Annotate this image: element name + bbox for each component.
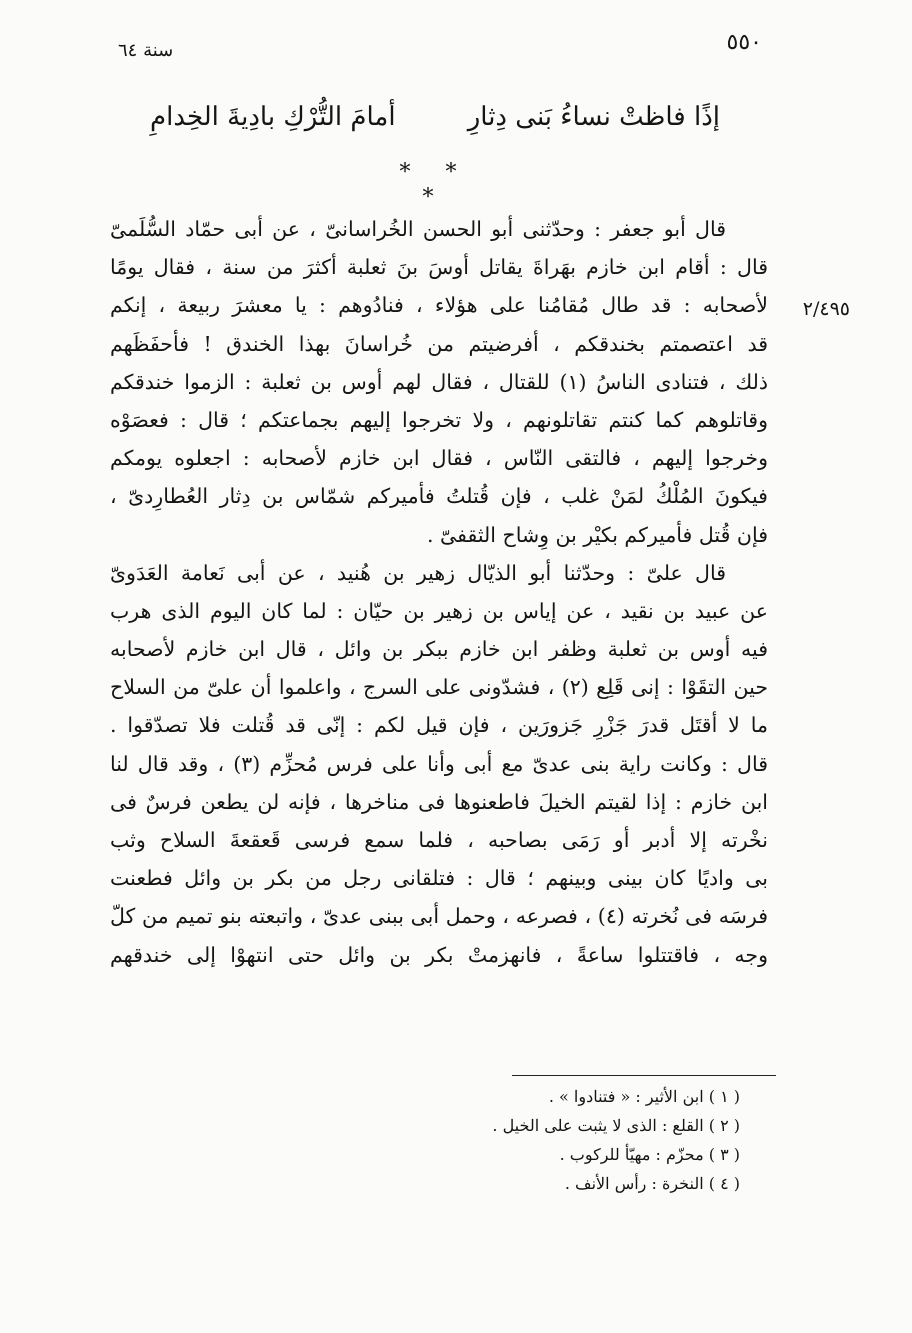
footnote-rule <box>512 1075 776 1076</box>
footnote: ( ١ ) ابن الأثير : « فتنادوا » . <box>548 1087 740 1106</box>
text-line: لأصحابه : قد طال مُقامُنا على هؤلاء ، فنادُوهم : يا معشرَ ربيعة ، إنكم <box>110 293 768 318</box>
verse-first-hemistich: إذًا فاظتْ نساءُ بَنى دِثارِ <box>467 102 720 132</box>
text-line: فيه أوس بن ثعلبة وظفر ابن خازم ببكر بن وائل ، قال ابن خازم لأصحابه <box>110 637 768 662</box>
footnote: ( ٢ ) القلع : الذى لا يثبت على الخيل . <box>492 1116 740 1135</box>
text-line: وجه ، فاقتتلوا ساعةً ، فانهزمتْ بكر بن وائل حتى انتهوْا إلى خندقهم <box>110 942 768 967</box>
footnote: ( ٤ ) النخرة : رأس الأنف . <box>564 1174 740 1193</box>
text-line: بى واديًا كان بينى وبينهم ؛ قال : فتلقانى رجل من بكر بن وائل فطعنت <box>110 866 768 891</box>
footnote: ( ٣ ) محزّم : مهيّأ للركوب . <box>559 1145 740 1164</box>
text-line: وقاتلوهم كما كنتم تقاتلونهم ، ولا تخرجوا إليهم بجماعتكم ؛ قال : فعصَوْه <box>110 407 768 432</box>
text-line: ما لا أقتَل قدرَ جَزْرِ جَزورَين ، فإن قيل لكم : إنّى قد قُتلت فلا تصدّقوا . <box>110 713 768 738</box>
page-number: ٥٥٠ <box>726 30 762 55</box>
text-line: حين التقَوْا : إنى قَلِع (٢) ، فشدّونى على السرج ، واعلموا أن علىّ من السلاح <box>110 675 769 700</box>
text-line: قال علىّ : وحدّثنا أبو الذيّال زهير بن هُنيد ، عن أبى نَعامة العَدَوىّ <box>110 560 726 585</box>
running-header-year: سنة ٦٤ <box>118 40 174 61</box>
text-line: قال : وكانت راية بنى عدىّ مع أبى وأنا على فرس مُحزِّم (٣) ، وقد قال لنا <box>110 751 768 776</box>
text-line: عن عبيد بن نقيد ، عن إياس بن زهير بن حيّان : لما كان اليوم الذى هرب <box>110 598 768 623</box>
section-separator: * * * <box>399 160 471 210</box>
text-line: قال : أقام ابن خازم بهَراةَ يقاتل أوسَ بنَ ثعلبة أكثرَ من سنة ، فقال يومًا <box>110 255 768 280</box>
footnotes <box>300 1082 740 1198</box>
poetry-verse <box>130 102 750 146</box>
verse-second-hemistich: أمامَ التُّرْكِ بادِيةَ الخِدامِ <box>150 102 396 132</box>
margin-reference: ٢/٤٩٥ <box>802 298 850 320</box>
text-line: ابن خازم : إذا لقيتم الخيلَ فاطعنوها فى مناخرها ، فإنه لن يطعن فرسٌ فى <box>110 789 768 814</box>
text-line: فإن قُتل فأميركم بكيْر بن وِشاح الثقفىّ . <box>426 522 768 547</box>
text-line: وخرجوا إليهم ، فالتقى النّاس ، فقال ابن خازم لأصحابه : اجعلوه يومكم <box>110 446 768 471</box>
text-line: فرسَه فى نُخرته (٤) ، فصرعه ، وحمل أبى ببنى عدىّ ، واتبعته بنو تميم من كلّ <box>110 904 768 929</box>
text-line: ذلك ، فتنادى الناسُ (١) للقتال ، فقال لهم أوس بن ثعلبة : الزموا خندقكم <box>110 369 768 394</box>
text-line: نخْرته إلا أدبر أو رَمَى بصاحبه ، فلما سمع فرسى قَعقعةَ السلاح وثب <box>110 828 768 852</box>
body-text <box>110 210 768 974</box>
text-line: قد اعتصمتم بخندقكم ، أفرضيتم من خُراسانَ بهذا الخندق ! فأحفَظَهم <box>110 331 768 356</box>
text-line: فيكونَ المُلْكُ لمَنْ غلب ، فإن قُتلتُ فأميركم شمّاس بن دِثار العُطارِدىّ ، <box>110 484 768 509</box>
text-line: قال أبو جعفر : وحدّثنى أبو الحسن الخُراسانىّ ، عن أبى حمّاد السُّلَمىّ <box>110 217 726 241</box>
